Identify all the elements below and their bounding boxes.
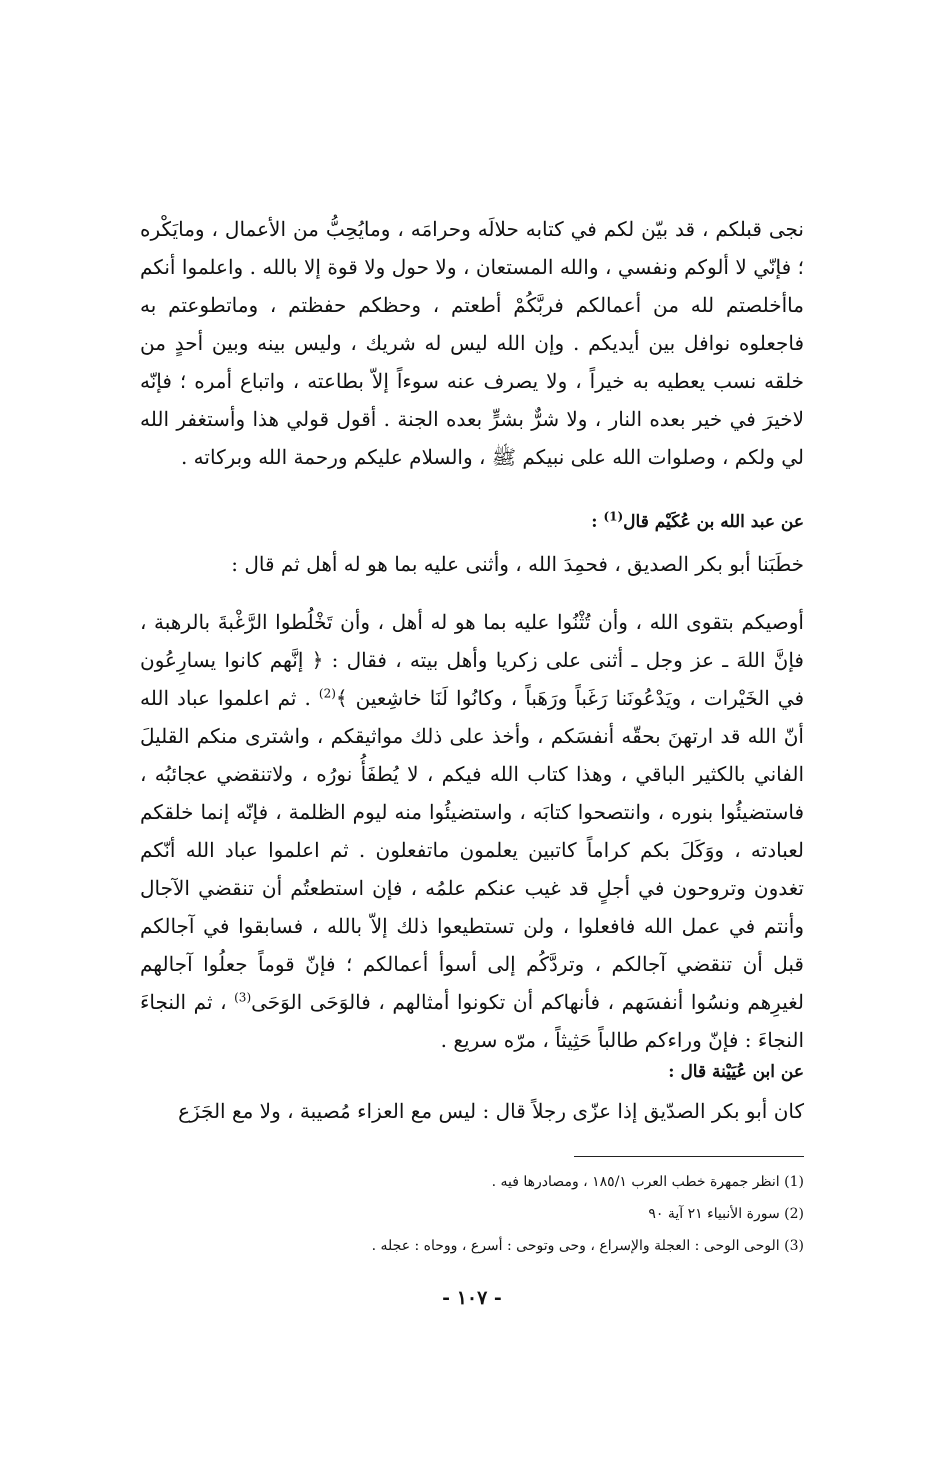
footnotes-list <box>140 1166 804 1262</box>
footnote-3: (3) الوحى الوحى : العجلة والإسراع ، وحى وتوحى : أسرع ، ووحاه : عجله . <box>371 1238 804 1254</box>
footnote-ref-1: (1) <box>603 509 624 524</box>
paragraph-2: خطَبَنا أبو بكر الصديق ، فحمِدَ الله ، وأثنى عليه بما هو له أهل ثم قال : <box>231 552 804 576</box>
narrator-heading-1-text: عن عبد الله بن عُكَيْم قال <box>623 512 804 532</box>
paragraph-1: نجى قبلكم ، قد بيّن لكم في كتابه حلالَه وحرامَه ، ومايُحِبُّ من الأعمال ، ومايَكْره ؛ فإنّي لا ألوكم ونفسي ، والله المستعان ، ولا حول ولا قوة إلا بالله . واعلموا أنكم ماأخلصتم لله من أعمالكم فربَّكُمْ أطعتم ، وحظكم حفظتم ، وماتطوعتم به فاجعلوه نوافل بين أيديكم . وإن الله ليس له شريك ، وليس بينه وبين أحدٍ من خلقه نسب يعطيه به خيراً ، ولا يصرف عنه سوءاً إلاّ بطاعته ، واتباع أمره ؛ فإنّه لاخيرَ في خير بعده النار ، ولا شرٌّ بشرٍّ بعده الجنة . أقول قولي هذا وأستغفر الله لي ولكم ، وصلوات الله على نبيكم ﷺ ، والسلام عليكم ورحمة الله وبركاته . <box>140 217 804 469</box>
paragraph-4: كان أبو بكر الصدّيق إذا عزّى رجلاً قال : ليس مع العزاء مُصيبة ، ولا مع الجَزَع <box>178 1099 804 1123</box>
paragraph-3-part-a: أوصيكم بتقوى الله ، وأن تُثْنُوا عليه بما هو له أهل ، وأن تَخْلُطوا الرَّغْبةَ بالرهبة ، فإنَّ اللهَ ـ عز وجل ـ أثنى على زكريا وأهل بيته ، فقال : ﴿ إنَّهم كانوا يسارِعُون في الخَيْرات ، ويَدْعُونَنا رَغَباً ورَهَباً ، وكانُوا لَنَا خاشِعين ﴾ <box>140 610 805 710</box>
footnote-ref-3: (3) <box>234 990 252 1005</box>
footnote-divider <box>574 1156 804 1157</box>
paragraph-3-part-b: . ثم اعلموا عباد الله أنّ الله قد ارتهنَ بحقّه أنفسَكم ، وأخذ على ذلك مواثيقكم ، واشترى منكم القليلَ الفاني بالكثير الباقي ، وهذا كتاب الله فيكم ، لا يُطفَأُ نورُه ، ولاتنقضي عجائبُه ، فاستضيئُوا بنوره ، وانتصحوا كتابَه ، واستضيئُوا منه ليوم الظلمة ، فإنّه إنما خلقكم لعبادته ، ووَكَلَ بكم كراماً كاتبين يعلمون ماتفعلون . ثم اعلموا عباد الله أنّكم تغدون وتروحون في أجلٍ قد غيب عنكم علمُه ، فإن استطعتُم أن تنقضي الآجال وأنتم في عمل الله فافعلوا ، ولن تستطيعوا ذلك إلاّ بالله ، فسابقوا في آجالكم قبل أن تنقضي آجالكم ، وتردَّكُم إلى أسوأ أعمالكم ؛ فإنّ قوماً جعلُوا آجالهم لغيرِهم ونسُوا أنفسَهم ، فأنهاكم أن تكونوا أمثالهم ، فالوَحَى الوَحَى <box>140 686 804 1014</box>
narrator-heading-1 <box>591 510 804 534</box>
footnote-1: (1) انظر جمهرة خطب العرب ١٨٥/١ ، ومصادرها فيه . <box>491 1174 804 1190</box>
narrator-heading-2: عن ابن عُيَيْنة قال : <box>668 1062 804 1082</box>
footnote-2: (2) سورة الأنبياء ٢١ آية ٩٠ <box>648 1206 804 1222</box>
footnote-ref-2: (2) <box>318 686 336 701</box>
narrator-heading-1-colon: : <box>591 512 604 532</box>
paragraph-3 <box>140 603 804 1059</box>
paragraph-3-part-c: ، ثم النجاءَ النجاءَ : فإنّ وراءكم طالباً حَثِيثاً ، مرّه سريع . <box>140 990 804 1052</box>
page-number: - ١٠٧ - <box>442 1287 502 1309</box>
